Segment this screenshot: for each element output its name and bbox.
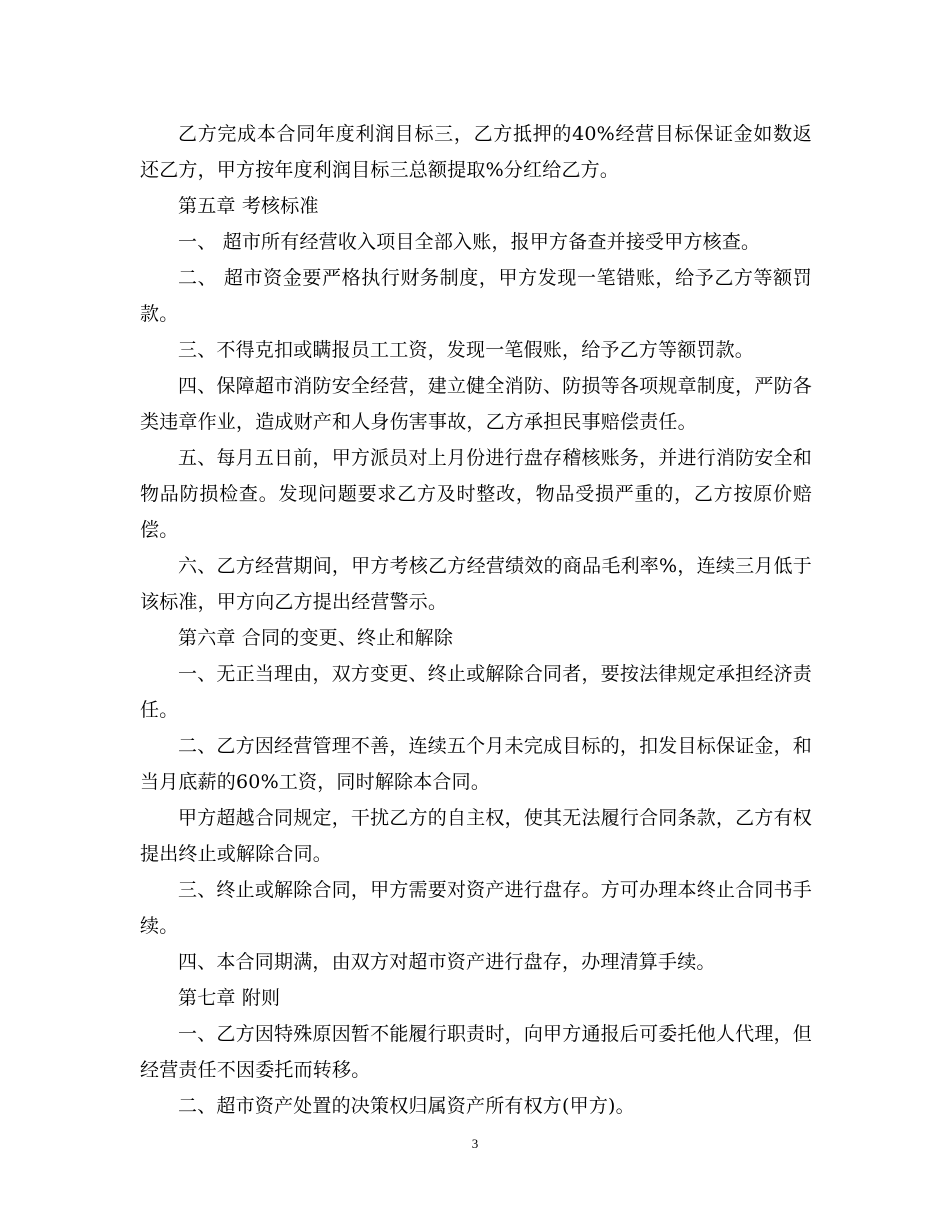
paragraph: 乙方完成本合同年度利润目标三，乙方抵押的40%经营目标保证金如数返还乙方，甲方按年度利润目标三总额提取%分红给乙方。 (140, 123, 812, 181)
paragraph: 四、本合同期满，由双方对超市资产进行盘存，办理清算手续。 (178, 951, 716, 973)
page-number: 3 (471, 1136, 479, 1151)
chapter-heading: 第六章 合同的变更、终止和解除 (178, 627, 454, 649)
paragraph: 一、乙方因特殊原因暂不能履行职责时，向甲方通报后可委托他人代理，但经营责任不因委托而转移。 (140, 1023, 812, 1081)
paragraph: 三、不得克扣或瞒报员工工资，发现一笔假账，给予乙方等额罚款。 (178, 339, 755, 361)
paragraph: 一、 超市所有经营收入项目全部入账，报甲方备查并接受甲方核查。 (178, 231, 761, 253)
paragraph: 三、终止或解除合同，甲方需要对资产进行盘存。方可办理本终止合同书手续。 (140, 879, 812, 937)
chapter-heading: 第五章 考核标准 (178, 195, 319, 217)
paragraph: 二、 超市资金要严格执行财务制度，甲方发现一笔错账，给予乙方等额罚款。 (140, 267, 812, 325)
paragraph: 四、保障超市消防安全经营，建立健全消防、防损等各项规章制度，严防各类违章作业，造成财产和人身伤害事故，乙方承担民事赔偿责任。 (140, 375, 812, 433)
paragraph: 二、超市资产处置的决策权归属资产所有权方(甲方)。 (178, 1095, 635, 1117)
paragraph: 二、乙方因经营管理不善，连续五个月未完成目标的，扣发目标保证金，和当月底薪的60%工资，同时解除本合同。 (140, 735, 812, 793)
paragraph: 甲方超越合同规定，干扰乙方的自主权，使其无法履行合同条款，乙方有权提出终止或解除合同。 (140, 807, 812, 865)
paragraph: 一、无正当理由，双方变更、终止或解除合同者，要按法律规定承担经济责任。 (140, 663, 812, 721)
chapter-heading: 第七章 附则 (178, 987, 281, 1009)
paragraph: 五、每月五日前，甲方派员对上月份进行盘存稽核账务，并进行消防安全和物品防损检查。发现问题要求乙方及时整改，物品受损严重的，乙方按原价赔偿。 (140, 447, 812, 541)
paragraph: 六、乙方经营期间，甲方考核乙方经营绩效的商品毛利率%，连续三月低于该标准，甲方向乙方提出经营警示。 (140, 555, 812, 613)
document-body (140, 116, 812, 1124)
